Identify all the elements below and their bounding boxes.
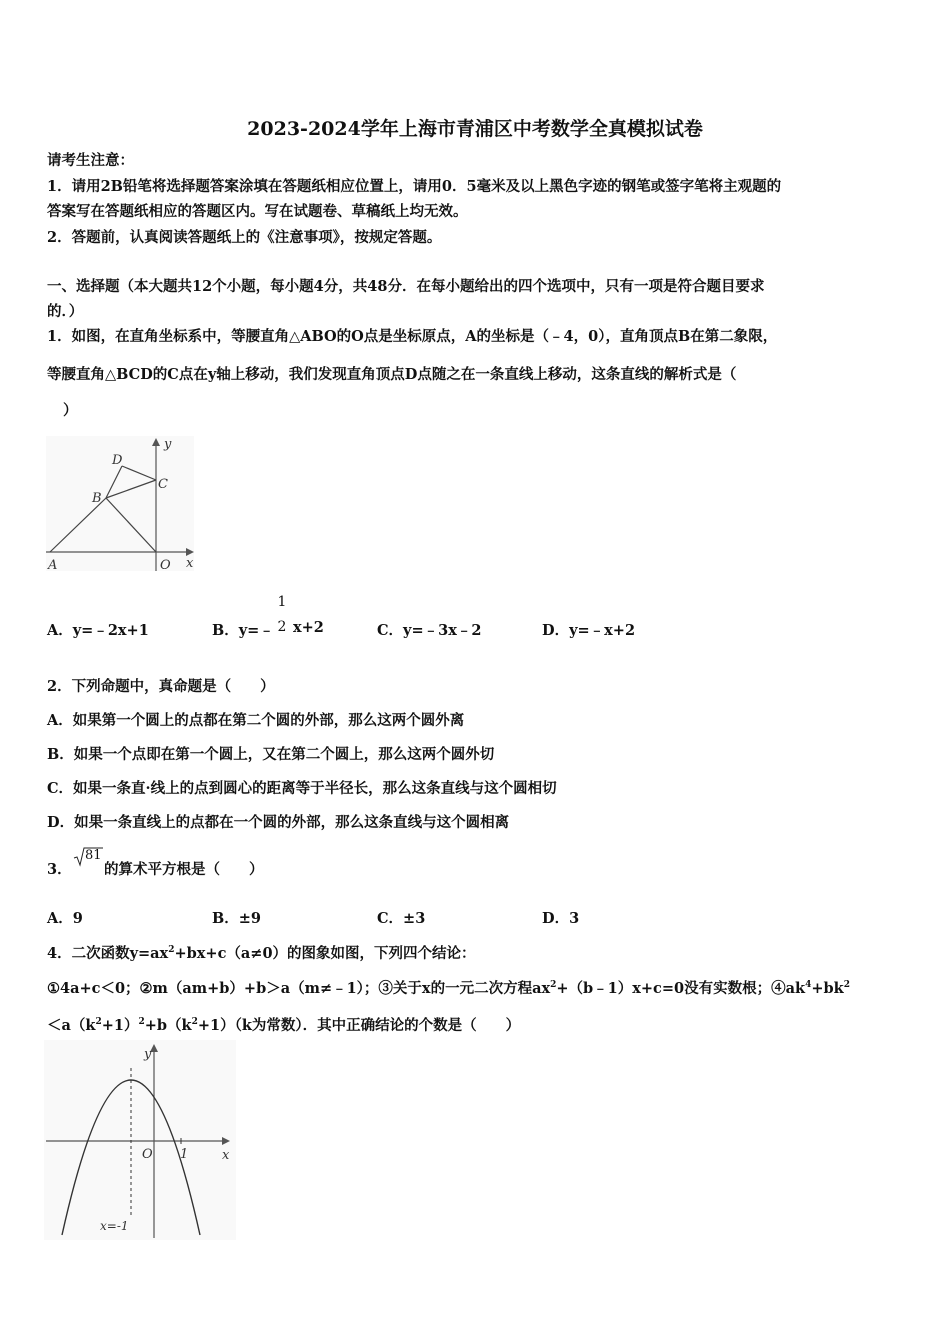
label-b: B [92,491,102,506]
section-heading-line-2: 的．） [47,303,84,320]
notice-line-2: 答案写在答题纸相应的答题区内。写在试题卷、草稿纸上均无效。 [47,203,468,220]
notice-line-3: 2．答题前，认真阅读答题纸上的《注意事项》，按规定答题。 [47,229,442,246]
q4-text-part: ＜a（k [47,1017,96,1034]
page-title: 2023-2024学年上海市青浦区中考数学全真模拟试卷 [247,118,703,140]
label-o: O [160,558,171,573]
q3-option-b[interactable]: B．±9 [212,910,261,927]
exponent: 2 [191,1017,198,1027]
q3-stem: 的算术平方根是（ ） [104,861,264,878]
q1-option-b-suffix: x+2 [293,619,324,636]
q2-option-d[interactable]: D．如果一条直线上的点都在一个圆的外部，那么这条直线与这个圆相离 [47,814,510,831]
q4-stem-part: +bx+c（a≠0）的图象如图，下列四个结论： [174,945,476,962]
exponent: 2 [168,945,175,955]
label-c: C [158,477,168,492]
exponent: 2 [95,1017,102,1027]
q2-option-a[interactable]: A．如果第一个圆上的点都在第二个圆的外部，那么这两个圆外离 [47,712,465,729]
q1-stem-line-2: 等腰直角△BCD的C点在y轴上移动，我们发现直角顶点D点随之在一条直线上移动，这条直线的解析式是（ [47,366,737,383]
label-o: O [142,1147,153,1162]
q3-radicand: 81 [85,848,102,863]
q4-text-part: +bk [811,980,844,997]
q3-option-a[interactable]: A．9 [47,910,83,927]
section-heading-line-1: 一、选择题（本大题共12个小题，每小题4分，共48分．在每小题给出的四个选项中，只有一项是符合题目要求 [47,278,765,295]
label-a: A [48,558,58,573]
q4-conclusions-line-2 [47,1012,520,1036]
q1-option-c[interactable]: C．y=﹣3x﹣2 [377,622,482,639]
label-axis-equation: x=-1 [100,1219,129,1233]
q4-text-part: +1）（k为常数）．其中正确结论的个数是（ ） [197,1017,521,1034]
q3-option-d[interactable]: D．3 [542,910,580,927]
q3-number: 3． [47,861,72,878]
q4-figure [40,1038,240,1243]
fraction-numerator: 1 [277,594,287,610]
q1-option-d[interactable]: D．y=﹣x+2 [542,622,636,639]
q4-text-part: +b（k [144,1017,192,1034]
notice-heading: 请考生注意： [47,152,134,169]
exponent: 2 [550,980,557,990]
label-x: x [222,1148,230,1163]
q4-stem-part: 4．二次函数y=ax [47,945,169,962]
label-d: D [112,453,123,468]
q2-stem: 2．下列命题中，真命题是（ ） [47,678,275,695]
exponent: 2 [843,980,850,990]
q4-stem [47,940,476,964]
label-x: x [186,556,194,571]
q1-stem-line-3: ） [63,402,78,419]
q2-option-b[interactable]: B．如果一个点即在第一个圆上，又在第二个圆上，那么这两个圆外切 [47,746,495,763]
q4-conclusions-line-1 [47,975,850,999]
notice-line-1: 1．请用2B铅笔将选择题答案涂填在答题纸相应位置上，请用0．5毫米及以上黑色字迹的钢笔或签字笔将主观题的 [47,178,782,195]
q1-stem-line-1: 1．如图，在直角坐标系中，等腰直角△ABO的O点是坐标原点，A的坐标是（﹣4，0），直角顶点B在第二象限， [47,328,778,345]
q2-option-c[interactable]: C．如果一条直·线上的点到圆心的距离等于半径长，那么这条直线与这个圆相切 [47,780,557,797]
q3-option-c[interactable]: C．±3 [377,910,426,927]
q4-text-part: +（b﹣1）x+c=0没有实数根；④ak [556,980,806,997]
fraction-denominator: 2 [277,619,287,635]
q1-figure [40,432,200,577]
exponent: 2 [138,1017,145,1027]
label-one: 1 [180,1147,189,1162]
q4-text-part: +1） [101,1017,139,1034]
q1-option-b-prefix: B．y=﹣ [212,622,274,639]
q1-option-b[interactable] [212,594,332,644]
q1-option-a[interactable]: A．y=﹣2x+1 [47,622,149,639]
exponent: 4 [805,980,812,990]
label-y: y [164,437,172,452]
label-y: y [144,1047,152,1062]
q4-text-part: ①4a+c＜0；②m（am+b）+b＞a（m≠﹣1）；③关于x的一元二次方程ax [47,980,551,997]
figure-background [44,1040,236,1240]
